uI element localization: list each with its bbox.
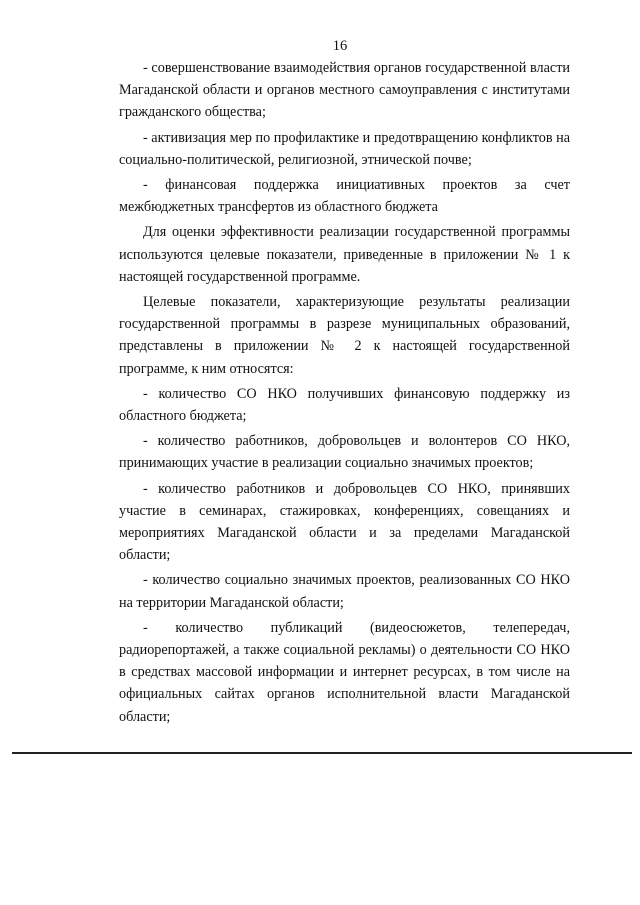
paragraph: - количество СО НКО получивших финансовую поддержку из областного бюджета; — [119, 385, 570, 425]
paragraph: Целевые показатели, характеризующие результаты реализации государственной программы в разрезе муниципальных образований, представлены в приложении № 2 к настоящей государственной программе, к ним относятся: — [119, 294, 570, 377]
document-body — [119, 57, 570, 728]
paragraph: - количество работников и добровольцев СО НКО, принявших участие в семинарах, стажировках, конференциях, совещаниях и мероприятиях Магаданской области и за пределами Магаданской области; — [119, 480, 570, 564]
paragraph: - активизация мер по профилактике и предотвращению конфликтов на социально-политической, религиозной, этнической почве; — [119, 129, 570, 168]
page-number: 16 — [332, 38, 348, 54]
paragraph: - совершенствование взаимодействия органов государственной власти Магаданской области и органов местного самоуправления с институтами гражданского общества; — [119, 60, 570, 121]
paragraph: Для оценки эффективности реализации государственной программы используются целевые показатели, приведенные в приложении № 1 к настоящей государственной программе. — [119, 224, 570, 285]
paragraph: - количество публикаций (видеосюжетов, телепередач, радиорепортажей, а также социальной рекламы) о деятельности СО НКО в средствах массовой информации и интернет ресурсах, в том числе на официальных сайтах органов исполнительной власти Магаданской области; — [119, 619, 570, 725]
page-bottom-rule — [12, 752, 632, 754]
paragraph: - финансовая поддержка инициативных проектов за счет межбюджетных трансфертов из областного бюджета — [119, 177, 570, 216]
paragraph: - количество работников, добровольцев и волонтеров СО НКО, принимающих участие в реализации социально значимых проектов; — [119, 433, 570, 472]
paragraph: - количество социально значимых проектов, реализованных СО НКО на территории Магаданской области; — [119, 572, 570, 611]
